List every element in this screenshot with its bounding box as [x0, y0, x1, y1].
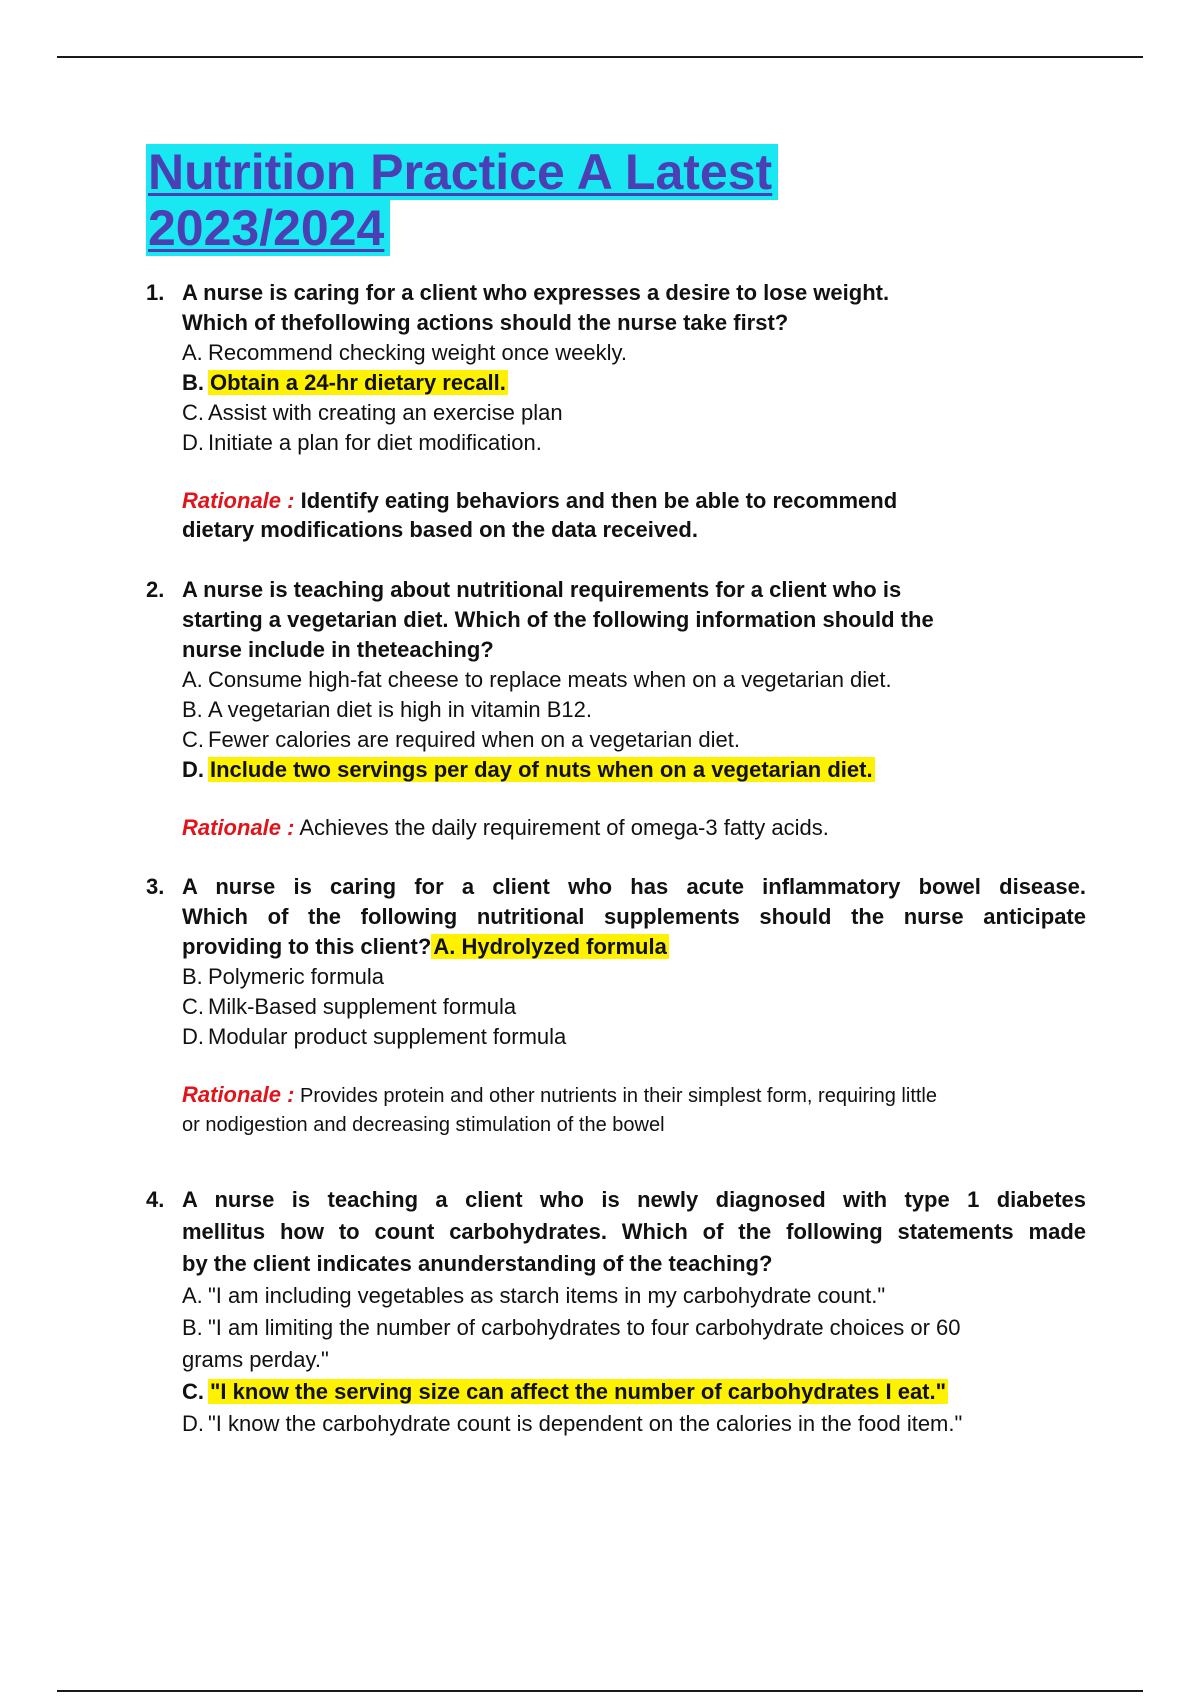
option-a: A. Consume high-fat cheese to replace meats when on a vegetarian diet.: [182, 667, 892, 692]
answer-inline: A. Hydrolyzed formula: [433, 934, 667, 959]
top-rule: [57, 56, 1143, 58]
question-stem: [182, 1184, 1086, 1280]
stem-line-with-answer: providing to this client?A. Hydrolyzed formula: [182, 934, 667, 959]
rationale-text: Identify eating behaviors and then be able to recommend: [300, 488, 898, 513]
option-d: D. Initiate a plan for diet modification.: [182, 430, 542, 455]
rationale-label: Rationale :: [182, 1082, 295, 1107]
stem-line: starting a vegetarian diet. Which of the following information should the: [182, 607, 934, 632]
rationale: [182, 486, 1086, 544]
question-2: [146, 575, 1086, 842]
stem-line: mellitus how to count carbohydrates. Which of the following statements made: [182, 1219, 1086, 1244]
rationale-text: Achieves the daily requirement of omega-3 fatty acids.: [299, 815, 829, 840]
document-title: [146, 144, 906, 256]
option-b-continued: grams perday.": [182, 1347, 329, 1372]
question-number: 3.: [146, 874, 165, 899]
option-b: B. A vegetarian diet is high in vitamin B12.: [182, 697, 593, 722]
question-number: 2.: [146, 577, 165, 602]
question-1: [146, 278, 1086, 544]
rationale-label: Rationale :: [182, 815, 295, 840]
stem-line: nurse include in theteaching?: [182, 637, 494, 662]
option-d: D. "I know the carbohydrate count is dependent on the calories in the food item.": [182, 1411, 963, 1436]
option-b-correct: B. Obtain a 24-hr dietary recall.: [182, 370, 506, 395]
option-a: A. "I am including vegetables as starch items in my carbohydrate count.": [182, 1283, 886, 1308]
option-a: A. Recommend checking weight once weekly.: [182, 340, 628, 365]
stem-line: A nurse is caring for a client who has acute inflammatory bowel disease.: [182, 874, 1086, 899]
option-c: C. Fewer calories are required when on a vegetarian diet.: [182, 727, 740, 752]
question-number: 1.: [146, 280, 165, 305]
question-4: [146, 1184, 1086, 1440]
stem-line: Which of thefollowing actions should the nurse take first?: [182, 310, 789, 335]
question-stem: [182, 278, 1086, 338]
question-3: [146, 872, 1086, 1140]
title-line-2: 2023/2024: [146, 200, 390, 256]
option-c: C. Milk-Based supplement formula: [182, 994, 517, 1019]
question-stem: [182, 872, 1086, 962]
title-line-1: Nutrition Practice A Latest: [146, 144, 778, 200]
stem-line: Which of the following nutritional supplements should the nurse anticipate: [182, 904, 1086, 929]
option-c-correct: C. "I know the serving size can affect the number of carbohydrates I eat.": [182, 1379, 947, 1404]
rationale: [182, 1080, 1086, 1140]
stem-line: A nurse is caring for a client who expresses a desire to lose weight.: [182, 280, 890, 305]
option-c: C. Assist with creating an exercise plan: [182, 400, 563, 425]
stem-line: A nurse is teaching a client who is newly diagnosed with type 1 diabetes: [182, 1187, 1086, 1212]
option-b: B. "I am limiting the number of carbohydrates to four carbohydrate choices or 60: [182, 1315, 961, 1340]
rationale: [182, 813, 1086, 842]
rationale-text: or nodigestion and decreasing stimulation of the bowel: [182, 1114, 665, 1136]
rationale-text: Provides protein and other nutrients in their simplest form, requiring little: [300, 1085, 937, 1107]
stem-line: by the client indicates anunderstanding of the teaching?: [182, 1251, 773, 1276]
rationale-label: Rationale :: [182, 488, 295, 513]
option-d: D. Modular product supplement formula: [182, 1024, 567, 1049]
stem-line: A nurse is teaching about nutritional requirements for a client who is: [182, 577, 902, 602]
rationale-text: dietary modifications based on the data received.: [182, 517, 698, 542]
option-b: B. Polymeric formula: [182, 964, 385, 989]
question-stem: [182, 575, 1086, 665]
bottom-rule: [57, 1690, 1143, 1692]
option-d-correct: D. Include two servings per day of nuts when on a vegetarian diet.: [182, 757, 873, 782]
question-number: 4.: [146, 1187, 165, 1212]
